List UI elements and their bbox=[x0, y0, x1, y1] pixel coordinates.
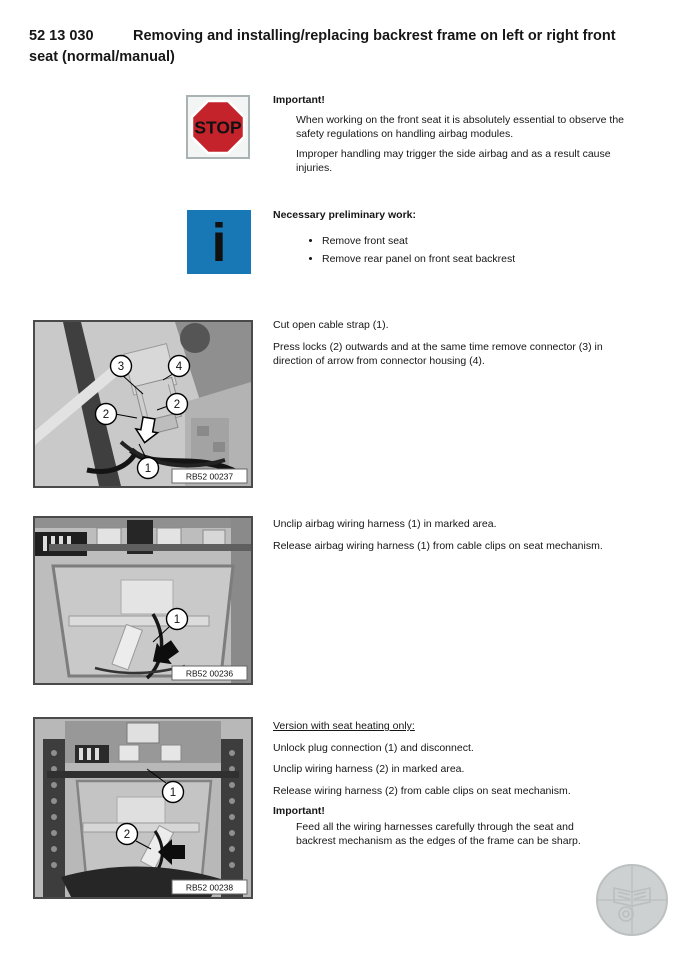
variant-heading: Version with seat heating only: bbox=[273, 720, 415, 732]
svg-text:3: 3 bbox=[117, 361, 125, 373]
figure-rb52-00236 bbox=[33, 516, 253, 685]
prelim-item: • Remove rear panel on front seat backrest bbox=[322, 252, 641, 266]
important-paragraph: When working on the front seat it is absolutely essential to observe the safety regulations on handling airbag modules. bbox=[296, 113, 625, 140]
svg-text:2: 2 bbox=[173, 399, 181, 411]
instruction: Unclip airbag wiring harness (1) in marked area. bbox=[273, 518, 497, 530]
svg-text:RB52 00236: RB52 00236 bbox=[185, 668, 234, 679]
svg-text:1: 1 bbox=[173, 614, 181, 626]
figure-rb52-00237 bbox=[33, 320, 253, 488]
important-heading: Important! bbox=[273, 805, 325, 817]
figure-rb52-00238 bbox=[33, 717, 253, 899]
svg-text:2: 2 bbox=[123, 829, 131, 841]
preliminary-work bbox=[273, 208, 641, 270]
callout-2 bbox=[117, 824, 138, 845]
stop-text: STOP bbox=[194, 117, 242, 138]
svg-text:RB52 00237: RB52 00237 bbox=[185, 471, 234, 482]
svg-text:1: 1 bbox=[144, 463, 152, 475]
step-1-instructions bbox=[273, 318, 641, 369]
publisher-watermark-icon bbox=[594, 862, 670, 943]
important-paragraph: Improper handling may trigger the side airbag and as a result cause injuries. bbox=[296, 147, 611, 174]
info-icon bbox=[187, 210, 251, 279]
callout-3 bbox=[111, 356, 132, 377]
important-heading: Important! bbox=[273, 94, 325, 106]
page-title-text: Removing and installing/replacing backrest frame on left or right front seat (normal/manual) bbox=[29, 28, 616, 65]
figure-label bbox=[172, 666, 247, 680]
callout-1 bbox=[138, 458, 159, 479]
prelim-list bbox=[273, 234, 641, 266]
stop-sign-icon bbox=[186, 95, 250, 164]
callout-2-left bbox=[96, 404, 117, 425]
callout-2-right bbox=[167, 394, 188, 415]
prelim-heading: Necessary preliminary work: bbox=[273, 209, 416, 221]
instruction: Cut open cable strap (1). bbox=[273, 319, 389, 331]
figure-label bbox=[172, 880, 247, 894]
callout-1 bbox=[163, 782, 184, 803]
instruction: Unlock plug connection (1) and disconnect. bbox=[273, 741, 474, 754]
svg-text:1: 1 bbox=[169, 787, 177, 799]
instruction: Unclip wiring harness (2) in marked area. bbox=[273, 763, 465, 775]
instruction: Release wiring harness (2) from cable clips on seat mechanism. bbox=[273, 784, 571, 797]
figure-label bbox=[172, 469, 247, 483]
instruction: Release airbag wiring harness (1) from cable clips on seat mechanism. bbox=[273, 539, 603, 552]
callout-1 bbox=[167, 609, 188, 630]
info-glyph: i bbox=[211, 213, 227, 273]
step-2-instructions bbox=[273, 517, 645, 553]
step-3-instructions bbox=[273, 719, 613, 849]
important-paragraph: Feed all the wiring harnesses carefully through the seat and backrest mechanism as the edges of the frame can be sharp. bbox=[296, 820, 581, 847]
callout-4 bbox=[169, 356, 190, 377]
instruction: Press locks (2) outwards and at the same time remove connector (3) in direction of arrow from connector housing (4). bbox=[273, 340, 603, 367]
document-number: 52 13 030 bbox=[29, 28, 94, 44]
svg-text:4: 4 bbox=[175, 361, 183, 373]
prelim-item: • Remove front seat bbox=[322, 234, 641, 248]
svg-text:2: 2 bbox=[102, 409, 110, 421]
svg-text:RB52 00238: RB52 00238 bbox=[185, 882, 234, 893]
important-note bbox=[273, 93, 641, 176]
page-title bbox=[29, 26, 645, 68]
